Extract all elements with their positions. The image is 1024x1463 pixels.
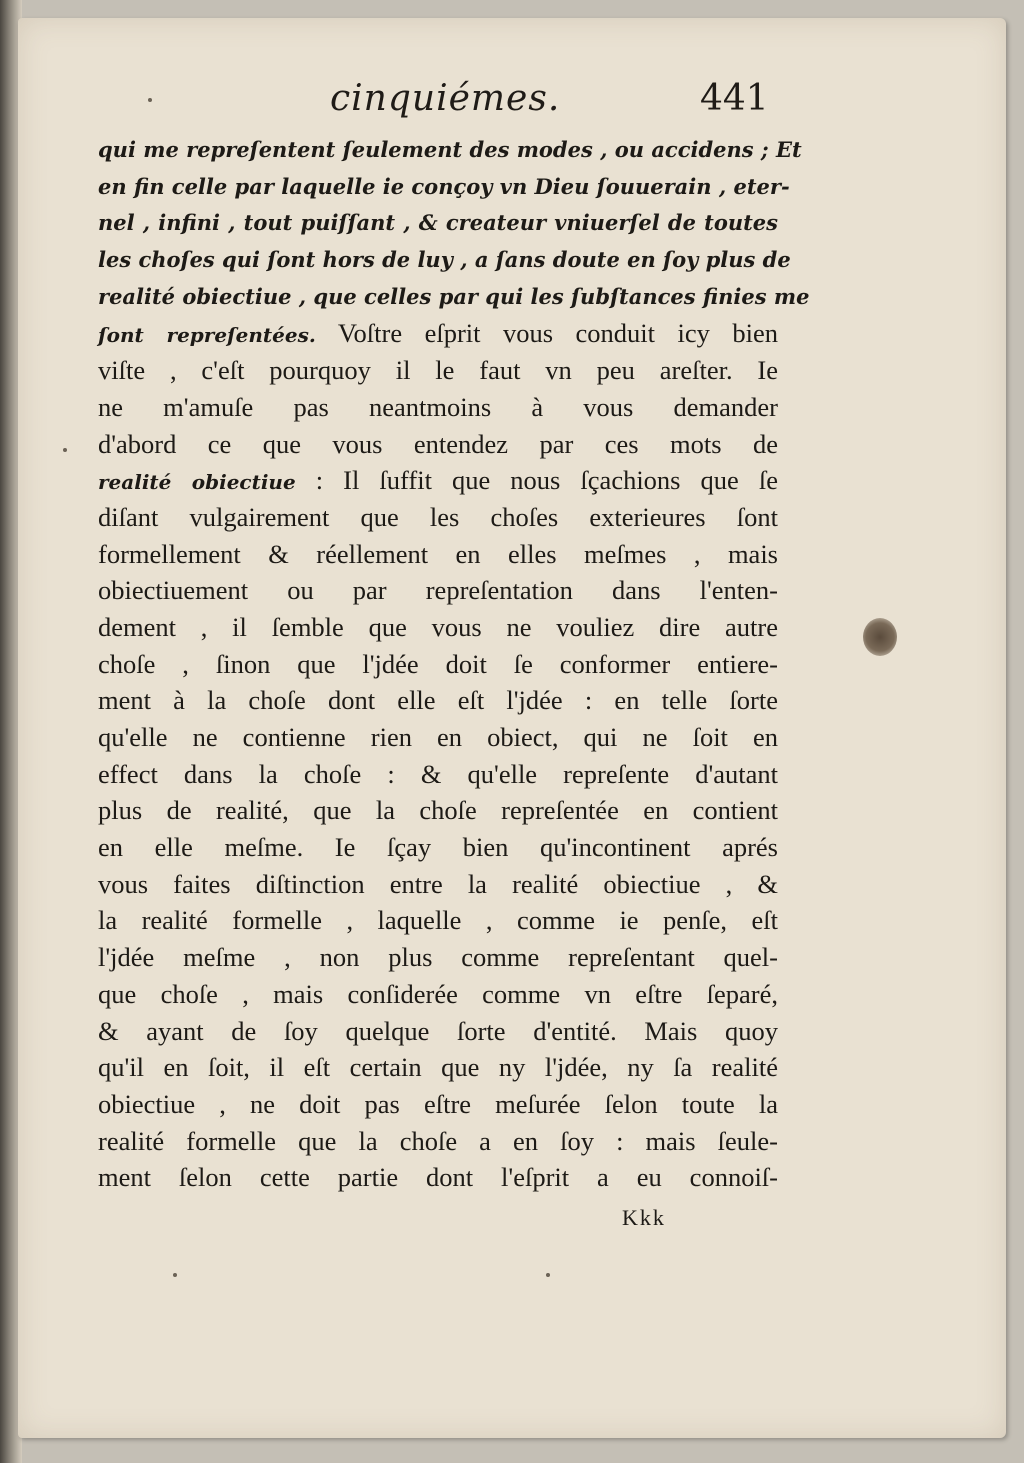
text-line: ment ſelon cette partie dont l'eſprit a eu connoiſ- [98,1162,778,1193]
text-line: qu'il en ſoit, il eſt certain que ny l'jdée, ny ſa realité [98,1052,778,1083]
text-line: que choſe , mais conſiderée comme vn eſtre ſeparé, [98,978,778,1009]
text-line: viſte , c'eſt pourquoy il le faut vn peu areſter. Ie [98,355,778,386]
italic-quote: ſont repreſentées. [98,323,316,348]
paper-speck [173,1273,177,1277]
italic-quote: realité obiectiue [98,470,296,495]
text-line: en elle meſme. Ie ſçay bien qu'incontinent aprés [98,832,778,863]
text-line: plus de realité, que la choſe repreſentée en contient [98,795,778,826]
text-line: les choſes qui ſont hors de luy , a ſans doute en ſoy plus de [98,247,791,273]
body-text [98,132,810,1196]
text-line: diſant vulgairement que les choſes exterieures ſont [98,501,778,532]
signature-mark: Kkk [622,1205,666,1230]
text-line: qui me repreſentent ſeulement des modes , ou accidens ; Et [98,137,802,162]
running-head-title: cinquiémes. [330,78,561,119]
text-line [98,462,778,499]
text-line: realité obiectiue , que celles par qui les ſubſtances finies me [98,283,810,309]
roman-text: : Il ſuffit que nous ſçachions que ſe [315,465,778,496]
text-line: la realité formelle , laquelle , comme ie penſe, eſt [98,905,778,936]
text-line: formellement & réellement en elles meſmes , mais [98,538,778,569]
text-line: obiectiue , ne doit pas eſtre meſurée ſelon toute la [98,1088,778,1119]
text-line: d'abord ce que vous entendez par ces mots de [98,428,778,459]
text-line: qu'elle ne contienne rien en obiect, qui ne ſoit en [98,722,778,752]
text-line: realité formelle que la choſe a en ſoy : mais ſeule- [98,1125,778,1156]
ink-stain [863,618,897,656]
text-line: ne m'amuſe pas neantmoins à vous demander [98,391,778,422]
text-line: l'jdée meſme , non plus comme repreſentant quel- [98,942,778,973]
page-number: 441 [700,78,769,119]
roman-text: Voſtre eſprit vous conduit icy bien [337,318,778,349]
text-line [98,315,778,352]
text-line: en fin celle par laquelle ie conçoy vn Dieu ſouuerain , eter- [98,173,790,199]
running-head [0,78,1006,128]
text-line: obiectiuement ou par repreſentation dans l'enten- [98,575,778,606]
text-line: nel , infini , tout puiſſant , & createur vniuerſel de toutes [98,210,778,236]
paper-speck [63,448,67,452]
paper-speck [546,1273,550,1277]
text-line: dement , il ſemble que vous ne vouliez dire autre [98,611,778,642]
text-line: choſe , ſinon que l'jdée doit ſe conformer entiere- [98,648,778,679]
text-line: vous faites diſtinction entre la realité obiectiue , & [98,868,778,899]
text-line: effect dans la choſe : & qu'elle repreſente d'autant [98,758,778,789]
text-line: & ayant de ſoy quelque ſorte d'entité. Mais quoy [98,1015,778,1046]
text-line: ment à la choſe dont elle eſt l'jdée : en telle ſorte [98,685,778,716]
